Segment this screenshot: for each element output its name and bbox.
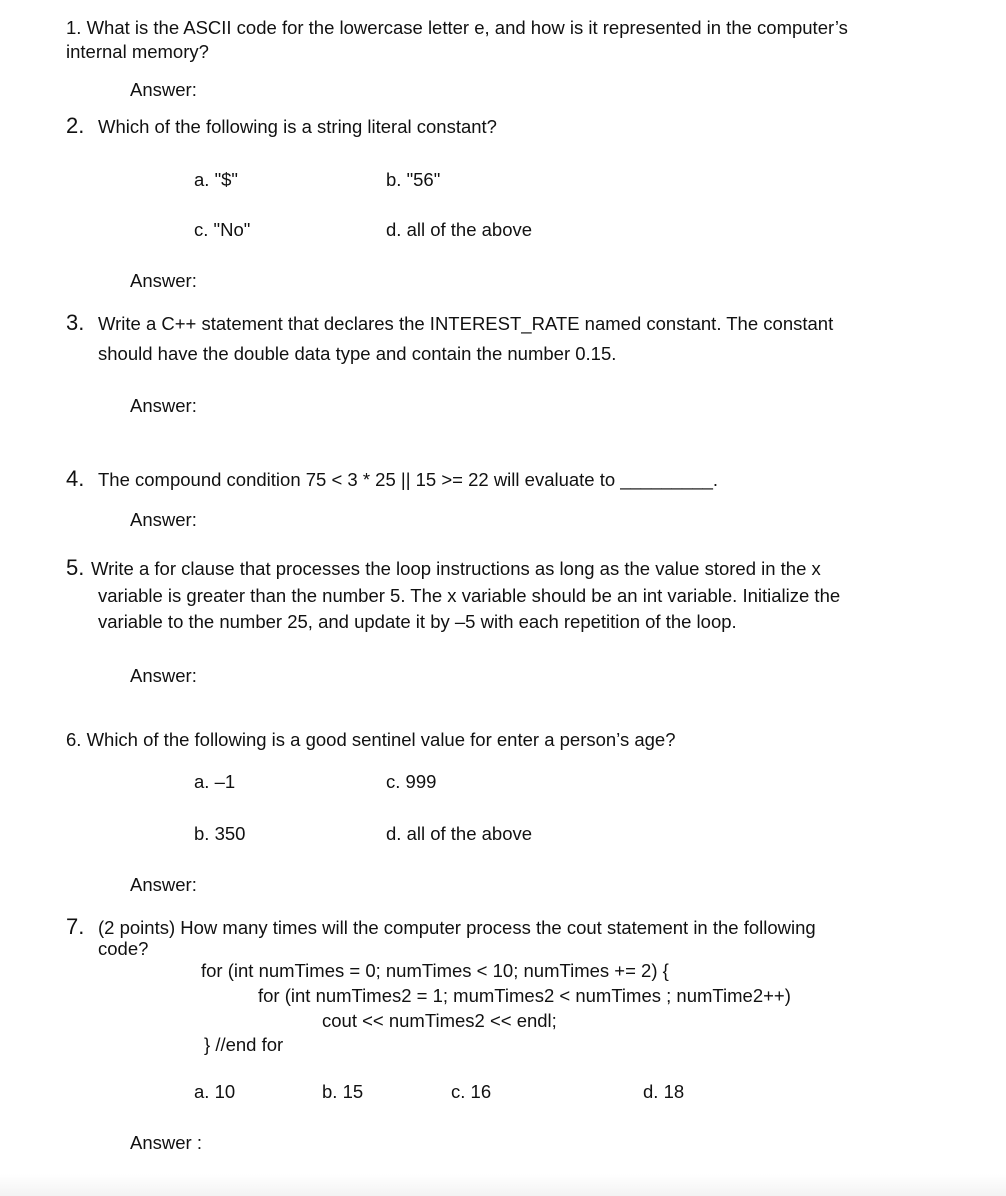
q2-number: 2. xyxy=(66,113,85,138)
q6-option-b: b. 350 xyxy=(194,823,246,844)
q5-line3: variable to the number 25, and update it by –5 with each repetition of the loop. xyxy=(98,611,737,632)
q4-text: The compound condition 75 < 3 * 25 || 15 >= 22 will evaluate to _________. xyxy=(98,469,719,490)
q2-text: Which of the following is a string literal constant? xyxy=(98,116,497,137)
q6-option-a: a. –1 xyxy=(194,771,236,792)
q1-line1: 1. What is the ASCII code for the lowercase letter e, and how is it represented in the computer’s xyxy=(66,17,848,38)
q2-option-b: b. "56" xyxy=(386,169,441,190)
q4-number: 4. xyxy=(66,466,85,491)
q5-line2: variable is greater than the number 5. The x variable should be an int variable. Initialize the xyxy=(98,585,841,606)
q5-answer-label: Answer: xyxy=(130,665,197,686)
q2-option-c: c. "No" xyxy=(194,219,251,240)
q7-code-line4: } //end for xyxy=(204,1034,284,1055)
page-bottom-edge xyxy=(0,1174,1006,1196)
q2-answer-label: Answer: xyxy=(130,270,197,291)
q5-number: 5. xyxy=(66,555,85,580)
q1-answer-label: Answer: xyxy=(130,79,197,100)
q3-number: 3. xyxy=(66,310,85,335)
q2-option-d: d. all of the above xyxy=(386,219,533,240)
q5-line1: Write a for clause that processes the loop instructions as long as the value stored in the x xyxy=(91,558,821,579)
q6-option-c: c. 999 xyxy=(386,771,437,792)
q1-line2: internal memory? xyxy=(66,41,209,62)
q6-text: 6. Which of the following is a good sentinel value for enter a person’s age? xyxy=(66,729,676,750)
q3-line2: should have the double data type and contain the number 0.15. xyxy=(98,343,617,364)
q7-line2: code? xyxy=(98,938,149,959)
q7-code-line2: for (int numTimes2 = 1; mumTimes2 < numTimes ; numTime2++) xyxy=(258,985,791,1006)
q3-line1: Write a C++ statement that declares the INTEREST_RATE named constant. The constant xyxy=(98,313,834,334)
q7-code-line3: cout << numTimes2 << endl; xyxy=(322,1010,557,1031)
q7-code-line1: for (int numTimes = 0; numTimes < 10; numTimes += 2) { xyxy=(201,960,669,981)
q7-option-a: a. 10 xyxy=(194,1081,236,1102)
q7-option-c: c. 16 xyxy=(451,1081,492,1102)
q7-number: 7. xyxy=(66,914,85,939)
q3-answer-label: Answer: xyxy=(130,395,197,416)
q6-option-d: d. all of the above xyxy=(386,823,533,844)
q6-answer-label: Answer: xyxy=(130,874,197,895)
q4-answer-label: Answer: xyxy=(130,509,197,530)
q7-answer-label: Answer : xyxy=(130,1132,202,1153)
q7-line1: (2 points) How many times will the computer process the cout statement in the following xyxy=(98,917,816,938)
q7-option-d: d. 18 xyxy=(643,1081,685,1102)
q2-option-a: a. "$" xyxy=(194,169,238,190)
q7-option-b: b. 15 xyxy=(322,1081,364,1102)
